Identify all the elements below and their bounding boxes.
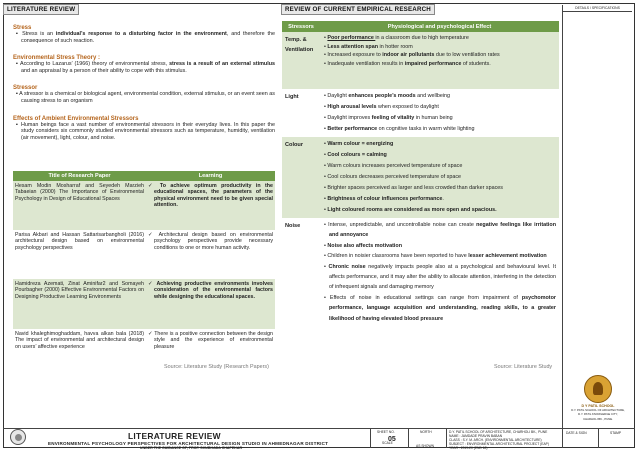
th-stressors: Stressors: [282, 21, 320, 32]
left-source: Source: Literature Study (Research Papers): [164, 364, 269, 370]
right-source: Source: Literature Study: [494, 364, 553, 370]
info-row: SUBJECT : ENVIRONMENTAL ARCHITECTURAL PROJECT (EAP): [449, 442, 549, 446]
check-icon: ✓: [148, 232, 155, 238]
para-stress: ▪ Stress is an individual’s response to a disturbing factor in the environment, and therefore the consequence of such reaction.: [16, 31, 275, 44]
logo-line: CHARHOLI BK., PUNE.: [583, 416, 613, 421]
paper-learning: ✓ There is a positive connection between the design style and the experience of environmental pleasure: [146, 329, 275, 367]
stressor-effects: [320, 137, 559, 218]
para-effects: ▪ Human beings face a vast number of environmental stressors in their everyday lives. In this paper the study considers six commonly studied environmental stressors such as temperature, humidity, ventilation (air movement), light, colour, and noise.: [16, 121, 275, 141]
stressor-effects: [320, 32, 559, 89]
heading-effects: Effects of Ambient Environmental Stressors: [13, 115, 139, 122]
table-row: [282, 89, 559, 137]
table-row: [282, 218, 559, 326]
footer-divider-v: [562, 429, 563, 448]
list-item: • Effects of noise in educational settings can range from impairment of psychomotor performance, language acquisition and understanding, reading skills, to a greater likelihood of having elevated blood pressure: [324, 294, 556, 322]
table-row: [282, 137, 559, 218]
literature-notes: [13, 20, 275, 141]
list-item: • Cool colours decreases perceived temperature of space: [324, 174, 462, 180]
list-item: • Daylight enhances people’s moods and wellbeing: [324, 93, 451, 99]
paper-learning: ✓ Achieving productive environments involves consideration of the environmental factors while designing the educational spaces.: [146, 279, 275, 329]
list-item: • Intense, unpredictable, and uncontrollable noise can create negative feelings like irritation and annoyance: [324, 222, 557, 239]
footer-divider-v: [370, 429, 371, 448]
stressor-effects: [320, 89, 559, 137]
table-row: [13, 230, 275, 279]
stamp-label: STAMP: [610, 431, 622, 435]
list-item: • Poor performance in a classroom due to high temperature: [324, 35, 469, 41]
as-shown: AS SHOWN: [416, 444, 434, 448]
heading-stress: Stress: [13, 25, 32, 31]
footer-subtitle: ENVIRONMENTAL PSYCHOLOGY PERSPECTIVES FOR ARCHITECTURAL DESIGN STUDIO IN AHMEDNAGAR DISTRICT: [48, 441, 329, 446]
info-row: CLASS : S.Y. M. ARCH. (ENVIRONMENTAL ARCHITECTURE): [449, 438, 542, 442]
info-row: NAME : JAMDADE PRAVIN BABAN: [449, 434, 503, 438]
list-item: • Light coloured rooms are considered as more open and spacious.: [324, 207, 497, 213]
info-row: YEAR : 2019-20 (END 18): [449, 446, 488, 450]
check-icon: ✓: [148, 331, 153, 337]
table-row: [13, 329, 275, 367]
table-row: [13, 181, 275, 230]
table-row: [282, 32, 559, 89]
logo-line: D.Y. PATIL KNOWLEDGE CITY,: [578, 412, 618, 417]
stressor-name: Temp. & Ventilation: [282, 32, 320, 89]
north-label: NORTH: [420, 430, 432, 434]
scale-label: SCALE: [382, 441, 393, 445]
info-row: D.Y. PATIL SCHOOL OF ARCHITECTURE, CHARHOLI BK., PUNE: [449, 430, 548, 434]
th-learning: Learning: [146, 171, 275, 181]
list-item: • Noise also affects motivation: [324, 242, 402, 249]
list-item: • Chronic noise negatively impacts people also at a psychological and behavioural level. It affects performance, and it may alter the ability to allocate attention, interfering in the detection of infrequent signals and damaging memory: [324, 263, 556, 291]
logo-tag: D Y PATIL SCHOOL: [581, 404, 615, 408]
para-theory: ▪ According to Lazarus’ (1966) theory of environmental stress, stress is a result of an external stimulus and an appraisal by a person of their ability to cope with this stimulus.: [16, 61, 275, 74]
heading-theory: Environmental Stress Theory :: [13, 55, 101, 62]
stressor-name: Colour: [282, 137, 320, 218]
footer-divider-v: [408, 429, 409, 448]
list-item: • Warm colours increases perceived temperature of space: [324, 163, 463, 169]
right-section-title: REVIEW OF CURRENT EMPIRICAL RESEARCH: [281, 4, 435, 15]
empirical-research-table: [282, 21, 559, 326]
left-section-title: LITERATURE REVIEW: [3, 4, 79, 15]
paper-title: Hesam Modin Mosharraf and Seyedeh Marzieh Tabaeian (2000) The Importance of Environmental Psychology in Design of Educational Spaces: [13, 181, 146, 230]
list-item: • Brighter spaces perceived as larger and less crowded than darker spaces: [324, 185, 503, 191]
paper-learning: ✓ To achieve optimum productivity in the educational spaces, the parameters of the physical environment need to be given special attention.: [146, 181, 275, 230]
research-papers-table: [13, 171, 275, 367]
th-title: Title of Research Paper: [13, 171, 146, 181]
paper-title: Hamidreza Azemati, Zinat Aminifar2 and Somayeh Pourbagher (2000) Effective Environmental Factors on Designing Productive Learning Environments: [13, 279, 146, 329]
scale-value: -: [388, 445, 390, 449]
footer-divider-v: [446, 429, 447, 448]
university-emblem-icon: [10, 429, 26, 445]
date-sign-label: DATE & SIGN: [566, 431, 587, 435]
stressor-effects: [320, 218, 559, 326]
footer-guidance: UNDER THE GUIDANCE OF, PROF. SHUBHADA CHAPEKAR: [140, 446, 243, 450]
heading-stressor: Stressor: [13, 85, 38, 92]
para-stressor: ▪ A stressor is a chemical or biological agent, environmental condition, external stimulus, or an event seen as causing stress to an organism: [16, 91, 275, 104]
college-logo: [563, 375, 633, 435]
paper-learning: ✓ Architectural design based on environmental psychology perspectives provide necessary conditions to one or more human activity.: [146, 230, 275, 279]
list-item: • High arousal levels when exposed to daylight: [324, 104, 439, 110]
check-icon: ✓: [148, 281, 154, 287]
list-item: • Less attention span in hotter room: [324, 43, 413, 50]
table-row: [13, 279, 275, 329]
footer-divider-v: [598, 429, 599, 448]
list-item: • Brightness of colour influences performance.: [324, 196, 444, 202]
sidebar-header: DETAILS / SPECIFICATIONS: [563, 5, 632, 12]
paper-title: Parisa Akbari and Hassan Sattarisarbangholi (2016) architectural design based on environmental psychology perspectives: [13, 230, 146, 279]
logo-line: D.Y. PATIL SCHOOL OF ARCHITECTURE,: [571, 408, 625, 412]
list-item: • Daylight improves feeling of vitality in human being: [324, 115, 453, 121]
details-sidebar: [562, 5, 632, 446]
footer-title: LITERATURE REVIEW: [128, 431, 221, 441]
footer-divider: [3, 428, 635, 429]
sheet-no: 05: [388, 436, 396, 443]
check-icon: ✓: [148, 183, 156, 189]
list-item: • Cool colours = calming: [324, 152, 387, 158]
list-item: • Inadequate ventilation results in impaired performance of students.: [324, 60, 491, 67]
paper-title: Navid khaleghimoghaddam, havva alkan bala (2018) The impact of environmental and architectural design on users’ affective experience: [13, 329, 146, 367]
list-item: • Better performance on cognitive tasks in warm white lighting: [324, 126, 475, 132]
sheet-no-label: SHEET NO.: [377, 430, 395, 434]
list-item: • Increased exposure to indoor air pollutants due to low ventilation rates: [324, 52, 500, 59]
stressor-name: Light: [282, 89, 320, 137]
list-item: • Children in noisier classrooms have been reported to have lesser achievement motivation: [324, 253, 547, 260]
th-effects: Physiological and psychological Effect: [320, 21, 559, 32]
stressor-name: Noise: [282, 218, 320, 326]
college-emblem-icon: [584, 375, 612, 403]
list-item: • Warm colour = energizing: [324, 141, 394, 147]
